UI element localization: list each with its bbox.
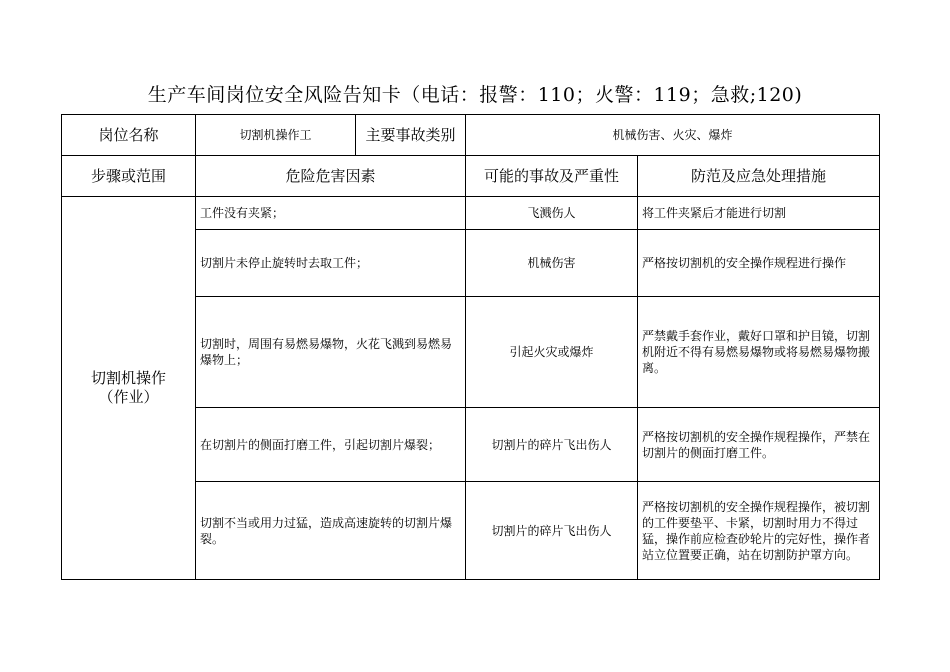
hazard-cell: 在切割片的侧面打磨工件，引起切割片爆裂；: [196, 408, 466, 482]
measure-cell: 严格按切割机的安全操作规程操作，严禁在切割片的侧面打磨工件。: [638, 408, 880, 482]
hazard-cell: 切割时，周围有易燃易爆物，火花飞溅到易燃易爆物上；: [196, 297, 466, 408]
info-row: [62, 115, 880, 156]
page-title: 生产车间岗位安全风险告知卡（电话：报警：110；火警：119；急救;120): [147, 84, 803, 106]
col-header-step: 步骤或范围: [62, 156, 196, 197]
consequence-cell: 引起火灾或爆炸: [466, 297, 638, 408]
step-line-2: （作业）: [98, 388, 159, 406]
table-row: [62, 197, 880, 230]
measure-cell: 严格按切割机的安全操作规程操作，被切割的工件要垫平、卡紧，切割时用力不得过猛，操作前应检查砂轮片的完好性，操作者站立位置要正确，站在切割防护罩方向。: [638, 482, 880, 580]
step-cell: [62, 197, 196, 580]
post-name-value: 切割机操作工: [196, 115, 356, 156]
accident-type-value: 机械伤害、火灾、爆炸: [466, 115, 880, 156]
consequence-cell: 机械伤害: [466, 230, 638, 297]
consequence-cell: 飞溅伤人: [466, 197, 638, 230]
hazard-cell: 切割不当或用力过猛，造成高速旋转的切割片爆裂。: [196, 482, 466, 580]
risk-notice-table: [61, 114, 880, 580]
measure-cell: 严禁戴手套作业，戴好口罩和护目镜，切割机附近不得有易燃易爆物或将易燃易爆物搬离。: [638, 297, 880, 408]
measure-cell: 严格按切割机的安全操作规程进行操作: [638, 230, 880, 297]
col-header-measure: 防范及应急处理措施: [638, 156, 880, 197]
header-row: [62, 156, 880, 197]
col-header-hazard: 危险危害因素: [196, 156, 466, 197]
measure-cell: 将工件夹紧后才能进行切割: [638, 197, 880, 230]
consequence-cell: 切割片的碎片飞出伤人: [466, 408, 638, 482]
post-name-label: 岗位名称: [62, 115, 196, 156]
consequence-cell: 切割片的碎片飞出伤人: [466, 482, 638, 580]
hazard-cell: 工件没有夹紧；: [196, 197, 466, 230]
hazard-cell: 切割片未停止旋转时去取工件；: [196, 230, 466, 297]
accident-type-label: 主要事故类别: [356, 115, 466, 156]
step-line-1: 切割机操作: [90, 369, 166, 387]
col-header-consequence: 可能的事故及严重性: [466, 156, 638, 197]
